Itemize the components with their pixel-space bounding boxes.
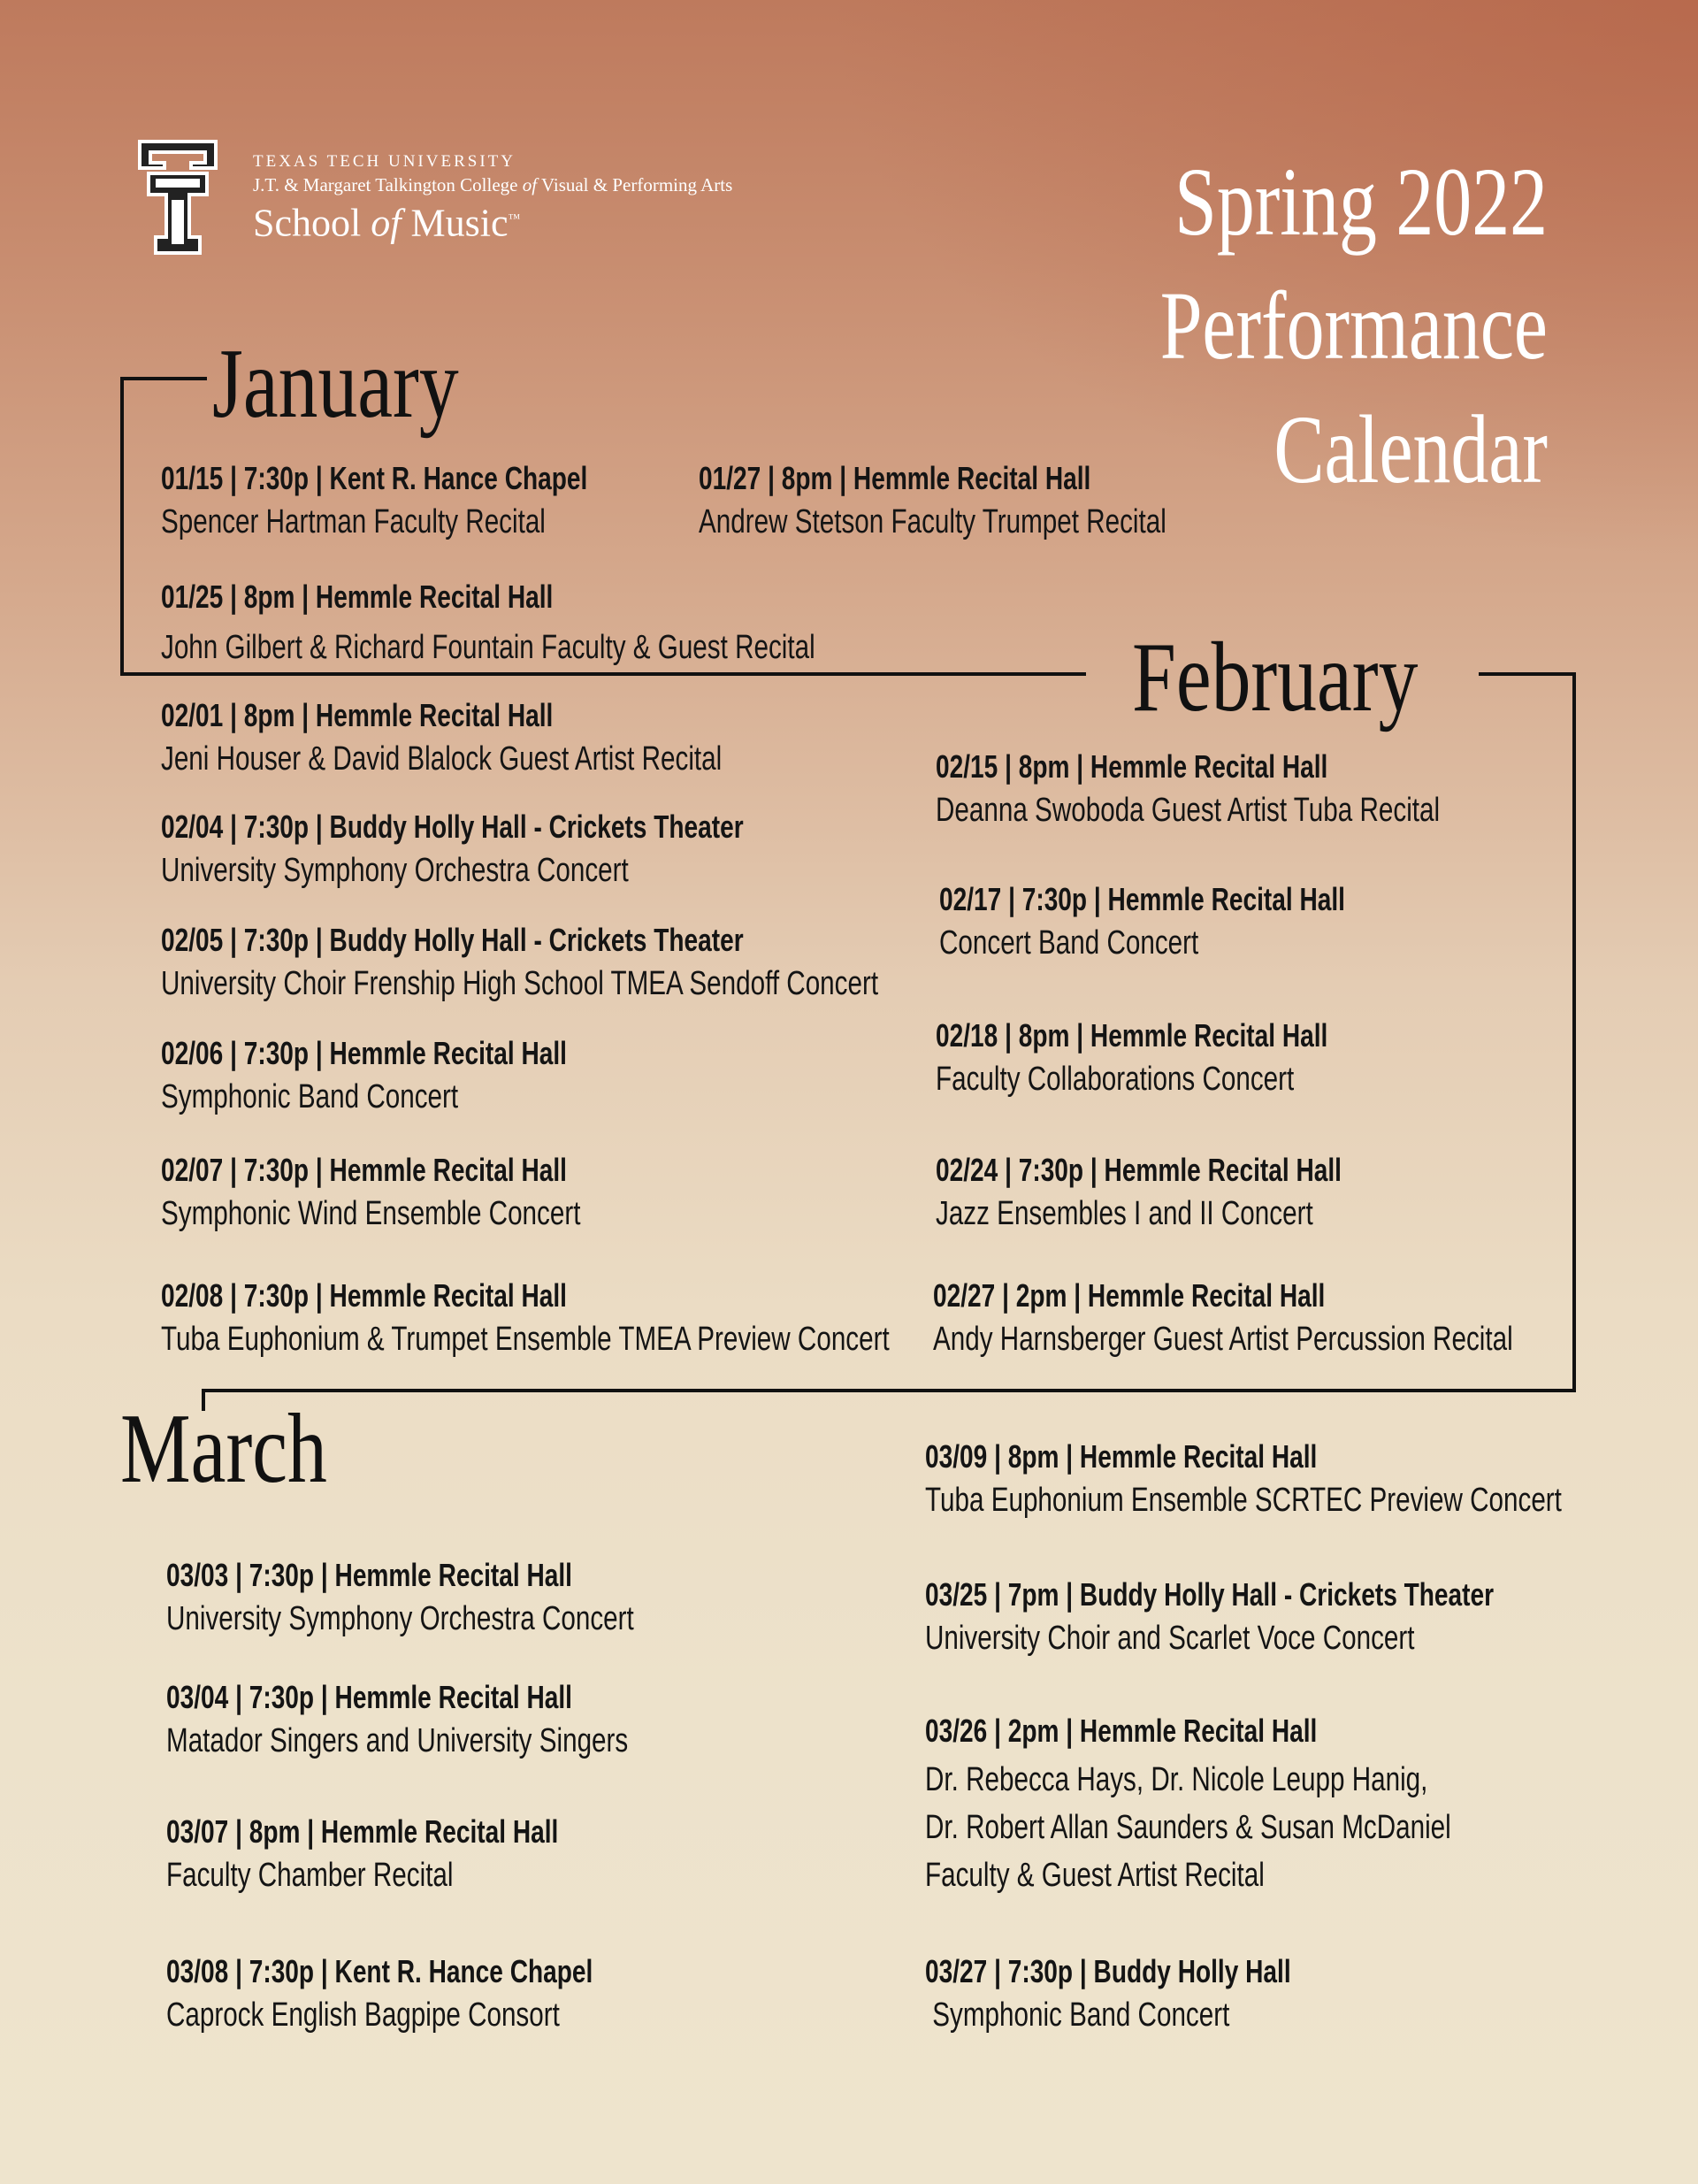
event-meta: 03/25 | 7pm | Buddy Holly Hall - Crickets Theater [925,1576,1495,1613]
event-meta: 02/17 | 7:30p | Hemmle Recital Hall [939,881,1345,917]
event-meta: 03/08 | 7:30p | Kent R. Hance Chapel [166,1953,593,1989]
event-item [166,1677,787,1764]
event-item [939,879,1560,966]
college-name: J.T. & Margaret Talkington College of Visual & Performing Arts [253,174,733,195]
event-name: Spencer Hartman Faculty Recital [161,503,546,540]
event-name-line-2: Dr. Robert Allan Saunders & Susan McDaniel [925,1809,1451,1846]
event-name-line-3: Faculty & Guest Artist Recital [925,1857,1265,1894]
event-item [166,1951,787,2038]
event-item [925,1951,1546,2038]
title-line-1: Spring 2022 [1174,148,1548,256]
event-item [699,458,1319,545]
event-meta: 02/18 | 8pm | Hemmle Recital Hall [936,1017,1328,1054]
event-name: Andy Harnsberger Guest Artist Percussion Recital [933,1321,1513,1358]
event-meta: 02/27 | 2pm | Hemmle Recital Hall [933,1277,1326,1314]
event-meta: 03/27 | 7:30p | Buddy Holly Hall [925,1953,1291,1989]
event-meta: 03/04 | 7:30p | Hemmle Recital Hall [166,1679,572,1715]
event-item [161,577,815,671]
title-line-2: Performance [1159,272,1548,379]
event-meta: 02/04 | 7:30p | Buddy Holly Hall - Crickets Theater [161,808,744,845]
event-name: Concert Band Concert [939,924,1199,962]
event-name: University Choir Frenship High School TMEA Sendoff Concert [161,965,879,1002]
event-item [161,458,782,545]
event-item [925,1575,1546,1661]
event-name: Jazz Ensembles I and II Concert [936,1195,1313,1232]
event-meta: 03/03 | 7:30p | Hemmle Recital Hall [166,1557,572,1593]
event-name-line-1: Dr. Rebecca Hays, Dr. Nicole Leupp Hanig, [925,1761,1428,1798]
event-meta: 02/08 | 7:30p | Hemmle Recital Hall [161,1277,567,1314]
event-item [936,1015,1556,1102]
event-name: Faculty Collaborations Concert [936,1061,1295,1098]
event-meta: 02/06 | 7:30p | Hemmle Recital Hall [161,1035,567,1071]
january-heading: January [212,329,459,439]
event-name: Jeni Houser & David Blalock Guest Artist Recital [161,740,723,778]
university-name: TEXAS TECH UNIVERSITY [253,152,516,171]
event-item [925,1711,1546,1898]
event-item [166,1555,787,1642]
march-heading: March [120,1394,327,1504]
event-meta: 02/07 | 7:30p | Hemmle Recital Hall [161,1152,567,1188]
event-name: University Choir and Scarlet Voce Concert [925,1620,1415,1657]
title-line-3: Calendar [1274,395,1548,503]
school-name: School of Music™ [253,201,521,245]
event-name: Matador Singers and University Singers [166,1722,629,1759]
event-meta: 01/25 | 8pm | Hemmle Recital Hall [161,579,554,615]
event-name: University Symphony Orchestra Concert [161,852,629,889]
event-meta: 02/15 | 8pm | Hemmle Recital Hall [936,748,1328,785]
event-name: University Symphony Orchestra Concert [166,1600,634,1637]
school-wordmark [253,152,732,247]
event-name: Symphonic Band Concert [925,1996,1230,2034]
event-item [936,1150,1556,1237]
event-name: Symphonic Wind Ensemble Concert [161,1195,581,1232]
event-item [161,695,782,782]
event-meta: 02/05 | 7:30p | Buddy Holly Hall - Crickets Theater [161,922,744,958]
page-title [1065,140,1548,511]
event-item [161,807,782,893]
event-name: John Gilbert & Richard Fountain Faculty & Guest Recital [161,629,815,666]
event-item [936,747,1556,833]
event-item [161,1033,782,1120]
event-meta: 03/07 | 8pm | Hemmle Recital Hall [166,1813,559,1850]
event-name: Faculty Chamber Recital [166,1857,454,1894]
event-meta: 03/09 | 8pm | Hemmle Recital Hall [925,1438,1318,1475]
event-name: Tuba Euphonium Ensemble SCRTEC Preview Concert [925,1482,1562,1519]
event-name: Deanna Swoboda Guest Artist Tuba Recital [936,792,1441,829]
event-meta: 03/26 | 2pm | Hemmle Recital Hall [925,1713,1318,1749]
event-item [925,1437,1562,1523]
event-item [161,920,879,1007]
event-meta: 01/27 | 8pm | Hemmle Recital Hall [699,460,1091,496]
event-meta: 01/15 | 7:30p | Kent R. Hance Chapel [161,460,588,496]
texas-tech-double-t-logo [136,138,219,257]
february-heading: February [1132,623,1419,732]
event-name: Symphonic Band Concert [161,1078,459,1115]
event-item [161,1276,890,1362]
event-item [161,1150,782,1237]
event-name: Caprock English Bagpipe Consort [166,1996,560,2034]
event-name: Andrew Stetson Faculty Trumpet Recital [699,503,1166,540]
event-meta: 02/01 | 8pm | Hemmle Recital Hall [161,697,554,733]
event-name: Tuba Euphonium & Trumpet Ensemble TMEA Preview Concert [161,1321,890,1358]
event-item [933,1276,1554,1362]
event-item [166,1812,787,1898]
event-meta: 02/24 | 7:30p | Hemmle Recital Hall [936,1152,1342,1188]
